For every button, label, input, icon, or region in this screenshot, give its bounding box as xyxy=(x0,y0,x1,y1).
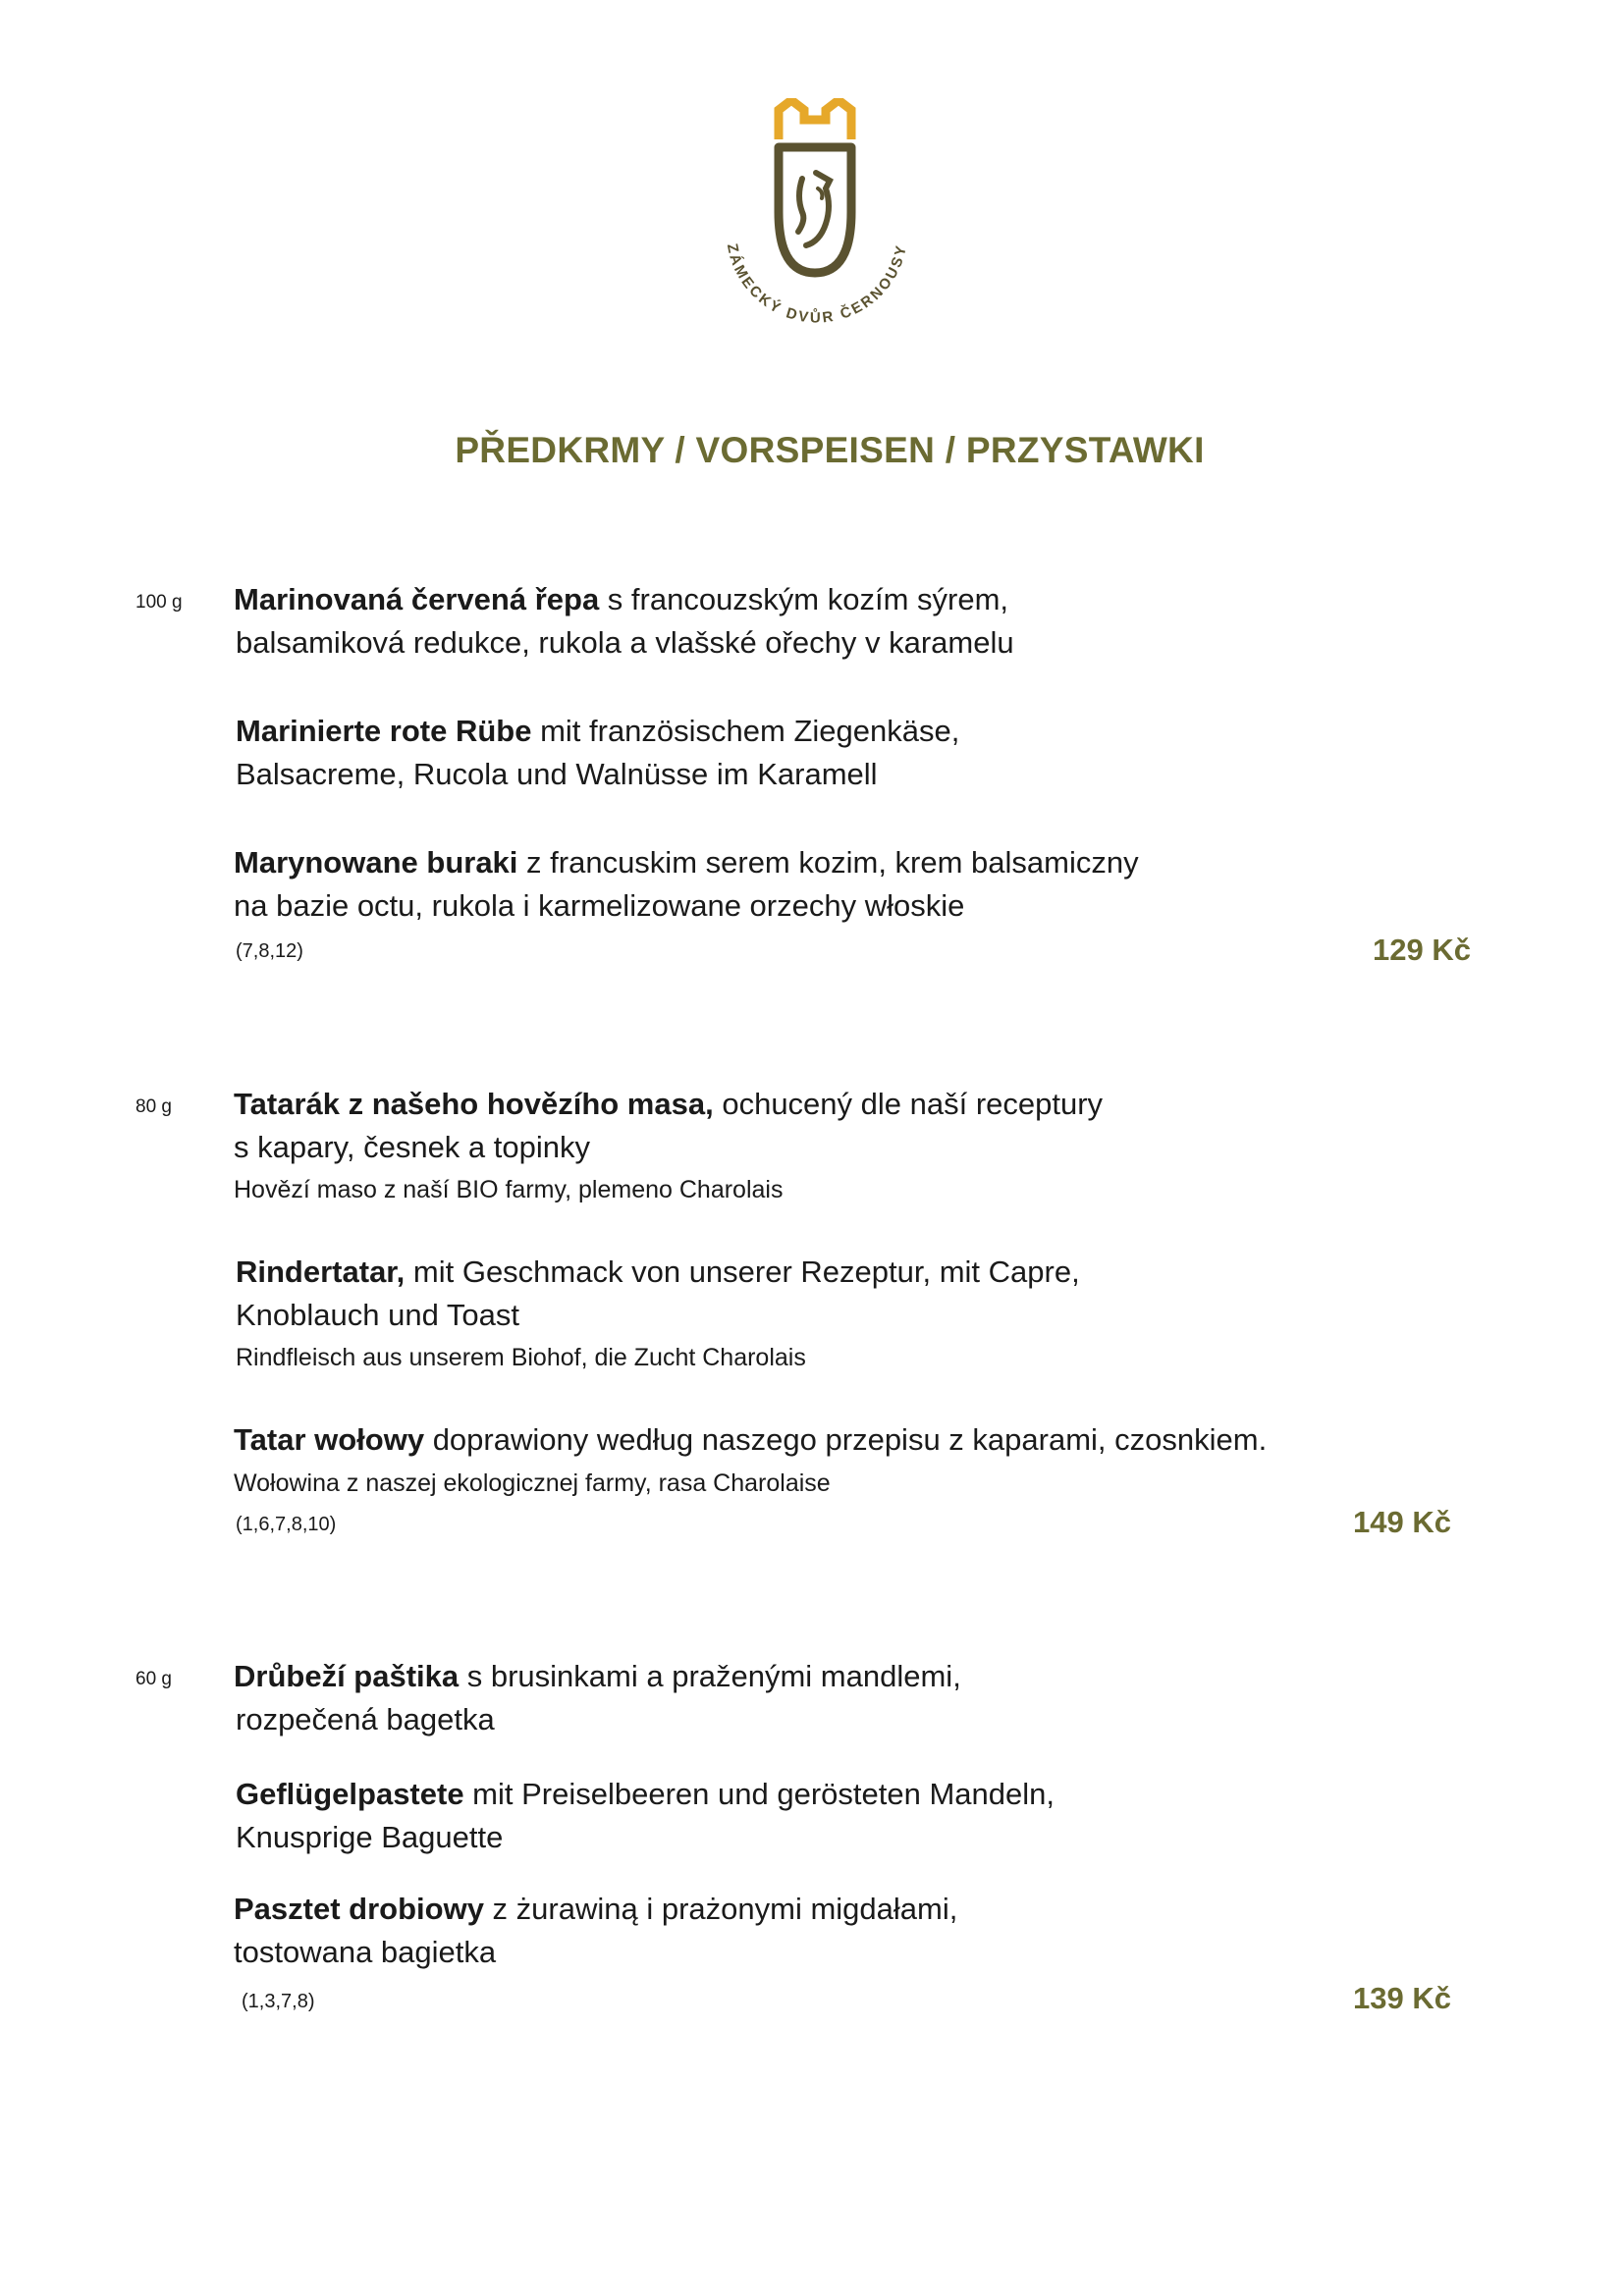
item-pl-line1 xyxy=(234,1888,957,1931)
item-de-desc: mit Preiselbeeren und gerösteten Mandeln, xyxy=(463,1777,1055,1811)
item-weight: 60 g xyxy=(135,1669,172,1689)
item-cz-desc: s francouzským kozím sýrem, xyxy=(599,582,1009,616)
item-pl-desc: doprawiony według naszego przepisu z kaparami, czosnkiem. xyxy=(424,1422,1268,1457)
item-pl-name: Tatar wołowy xyxy=(234,1422,425,1457)
item-cz-line2: rozpečená bagetka xyxy=(236,1702,495,1736)
item-price: 139 Kč xyxy=(1353,1981,1451,2015)
item-pl-line2: tostowana bagietka xyxy=(234,1935,497,1969)
logo-text: ZÁMECKÝ DVŮR ČERNOUSY xyxy=(723,241,911,327)
item-cz-name: Marinovaná červená řepa xyxy=(234,582,600,616)
item-de-desc: mit Geschmack von unserer Rezeptur, mit Capre, xyxy=(405,1255,1080,1289)
item-de-name: Marinierte rote Rübe xyxy=(236,714,532,748)
restaurant-logo xyxy=(700,98,955,344)
item-de-line1 xyxy=(236,1773,1055,1816)
item-allergens: (1,6,7,8,10) xyxy=(236,1514,337,1535)
item-cz-line1 xyxy=(234,578,1008,621)
svg-text:ZÁMECKÝ DVŮR ČERNOUSY xyxy=(724,242,910,327)
item-cz-line2: s kapary, česnek a topinky xyxy=(234,1130,590,1164)
item-price: 129 Kč xyxy=(1373,933,1471,967)
item-weight: 100 g xyxy=(135,592,183,613)
item-cz-name: Tatarák z našeho hovězího masa, xyxy=(234,1087,714,1121)
item-pl-note: Wołowina z naszej ekologicznej farmy, rasa Charolaise xyxy=(234,1469,831,1497)
item-pl-line1 xyxy=(234,841,1139,884)
item-pl-desc: z żurawiną i prażonymi migdałami, xyxy=(483,1892,958,1926)
item-cz-desc: ochucený dle naší receptury xyxy=(713,1087,1104,1121)
item-pl-desc: z francuskim serem kozim, krem balsamiczny xyxy=(517,845,1139,880)
item-de-desc: mit französischem Ziegenkäse, xyxy=(531,714,960,748)
item-cz-line1 xyxy=(234,1083,1103,1126)
item-de-name: Geflügelpastete xyxy=(236,1777,464,1811)
item-price: 149 Kč xyxy=(1353,1505,1451,1539)
item-de-note: Rindfleisch aus unserem Biohof, die Zucht Charolais xyxy=(236,1344,806,1371)
item-cz-note: Hovězí maso z naší BIO farmy, plemeno Charolais xyxy=(234,1176,784,1203)
item-weight: 80 g xyxy=(135,1096,172,1117)
item-allergens: (7,8,12) xyxy=(236,940,303,962)
item-allergens: (1,3,7,8) xyxy=(242,1991,315,2012)
item-pl-name: Pasztet drobiowy xyxy=(234,1892,484,1926)
item-de-line2: Knoblauch und Toast xyxy=(236,1298,519,1332)
item-de-name: Rindertatar, xyxy=(236,1255,406,1289)
item-pl-name: Marynowane buraki xyxy=(234,845,518,880)
item-cz-desc: s brusinkami a praženými mandlemi, xyxy=(459,1659,961,1693)
item-cz-name: Drůbeží paštika xyxy=(234,1659,460,1693)
item-de-line2: Balsacreme, Rucola und Walnüsse im Karamell xyxy=(236,757,878,791)
castle-horse-crest-icon xyxy=(700,98,955,344)
item-de-line2: Knusprige Baguette xyxy=(236,1820,504,1854)
item-de-line1 xyxy=(236,1251,1080,1294)
item-pl-line1 xyxy=(234,1418,1267,1462)
item-pl-line2: na bazie octu, rukola i karmelizowane orzechy włoskie xyxy=(234,888,965,923)
page-title: PŘEDKRMY / VORSPEISEN / PRZYSTAWKI xyxy=(455,430,1205,470)
item-cz-line2: balsamiková redukce, rukola a vlašské ořechy v karamelu xyxy=(236,625,1014,660)
item-cz-line1 xyxy=(234,1655,961,1698)
item-de-line1 xyxy=(236,710,959,753)
